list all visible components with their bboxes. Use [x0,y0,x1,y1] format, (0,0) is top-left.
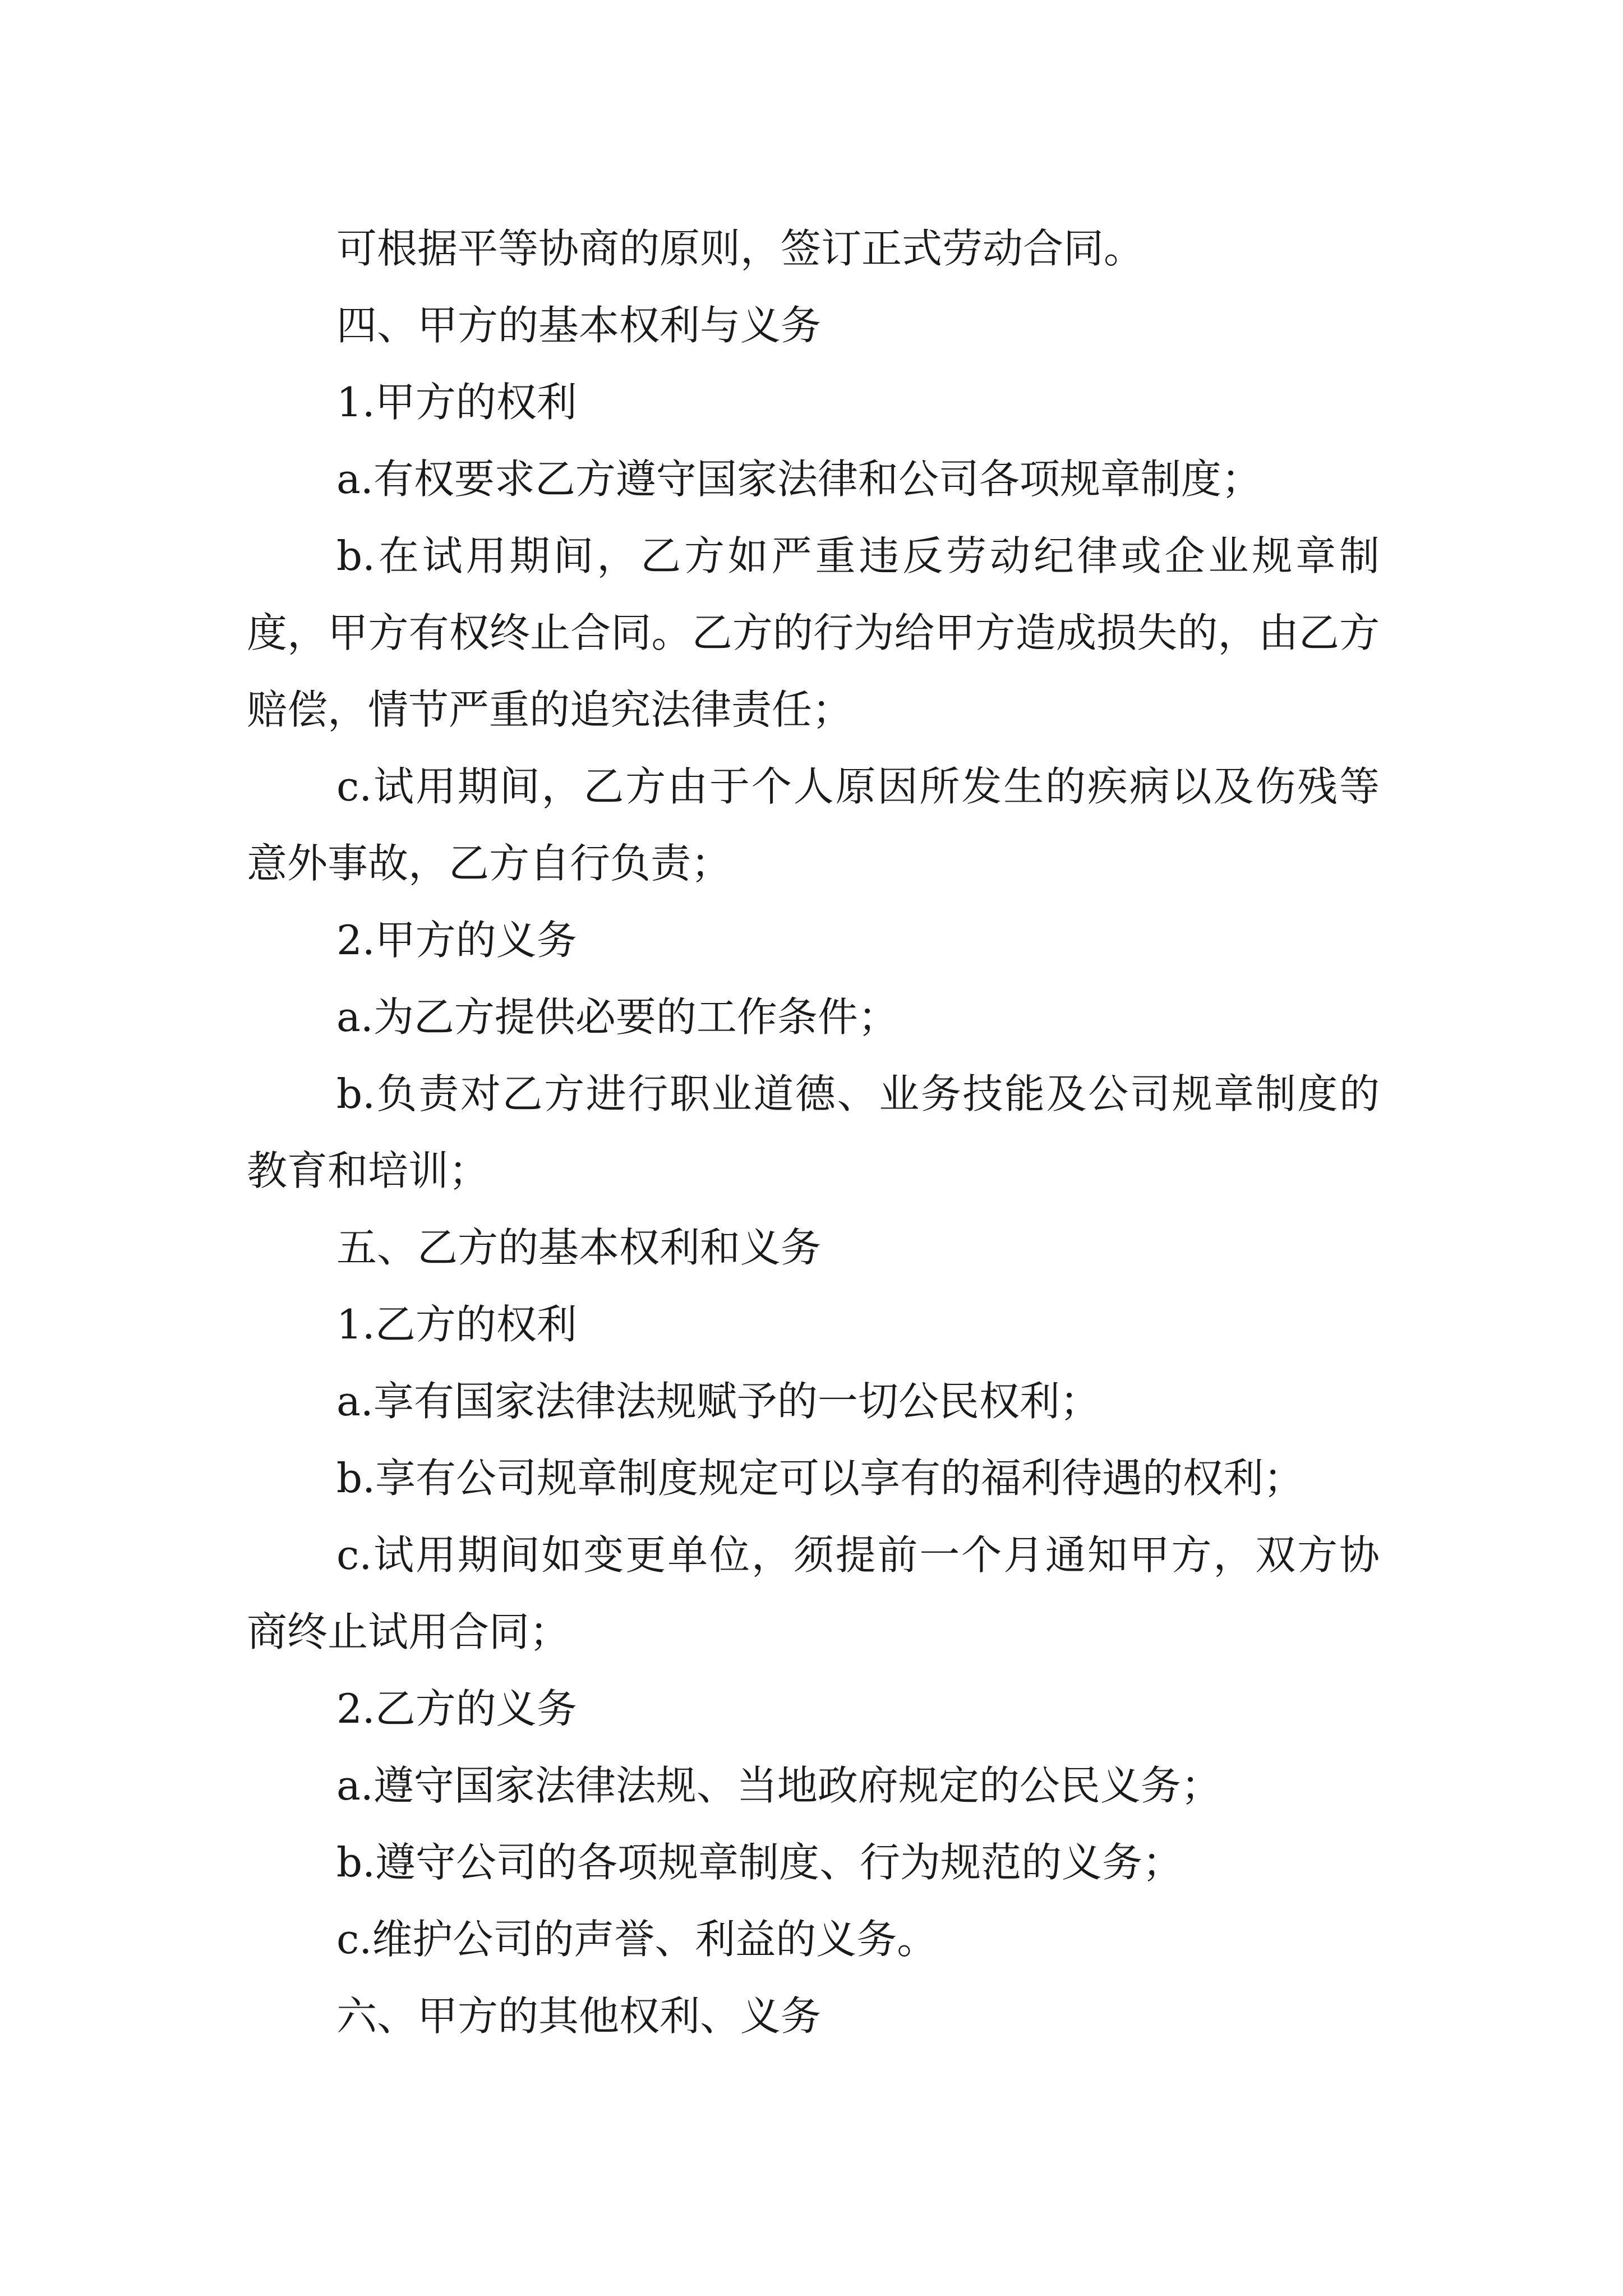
section-heading-6: 六、甲方的其他权利、义务 [336,1993,822,2040]
subsection-heading: 2.乙方的义务 [336,1685,577,1732]
list-item: c.试用期间，乙方由于个人原因所发生的疾病以及伤残等意外事故，乙方自行负责； [247,763,1380,887]
list-item: a.遵守国家法律法规、当地政府规定的公民义务； [336,1762,1221,1809]
section-heading-4: 四、甲方的基本权利与义务 [336,302,822,349]
subsection-heading: 2.甲方的义务 [336,917,577,964]
list-item: b.在试用期间，乙方如严重违反劳动纪律或企业规章制度，甲方有权终止合同。乙方的行为给甲方造成损失的，由乙方赔偿，情节严重的追究法律责任； [247,532,1380,733]
subsection-heading: 1.甲方的权利 [336,379,577,426]
paragraph-continuation: 可根据平等协商的原则，签订正式劳动合同。 [336,225,1145,272]
list-item: a.享有国家法律法规赋予的一切公民权利； [336,1378,1100,1425]
list-item: b.负责对乙方进行职业道德、业务技能及公司规章制度的教育和培训； [247,1070,1380,1194]
section-heading-5: 五、乙方的基本权利和义务 [336,1224,822,1271]
list-item: b.享有公司规章制度规定可以享有的福利待遇的权利； [336,1455,1304,1502]
document-body [247,210,1380,2055]
list-item: a.有权要求乙方遵守国家法律和公司各项规章制度； [336,455,1262,503]
list-item: c.试用期间如变更单位，须提前一个月通知甲方，双方协商终止试用合同； [247,1531,1380,1655]
list-item: a.为乙方提供必要的工作条件； [336,993,898,1041]
list-item: c.维护公司的声誉、利益的义务。 [336,1916,938,1963]
subsection-heading: 1.乙方的权利 [336,1301,577,1348]
list-item: b.遵守公司的各项规章制度、行为规范的义务； [336,1839,1183,1886]
